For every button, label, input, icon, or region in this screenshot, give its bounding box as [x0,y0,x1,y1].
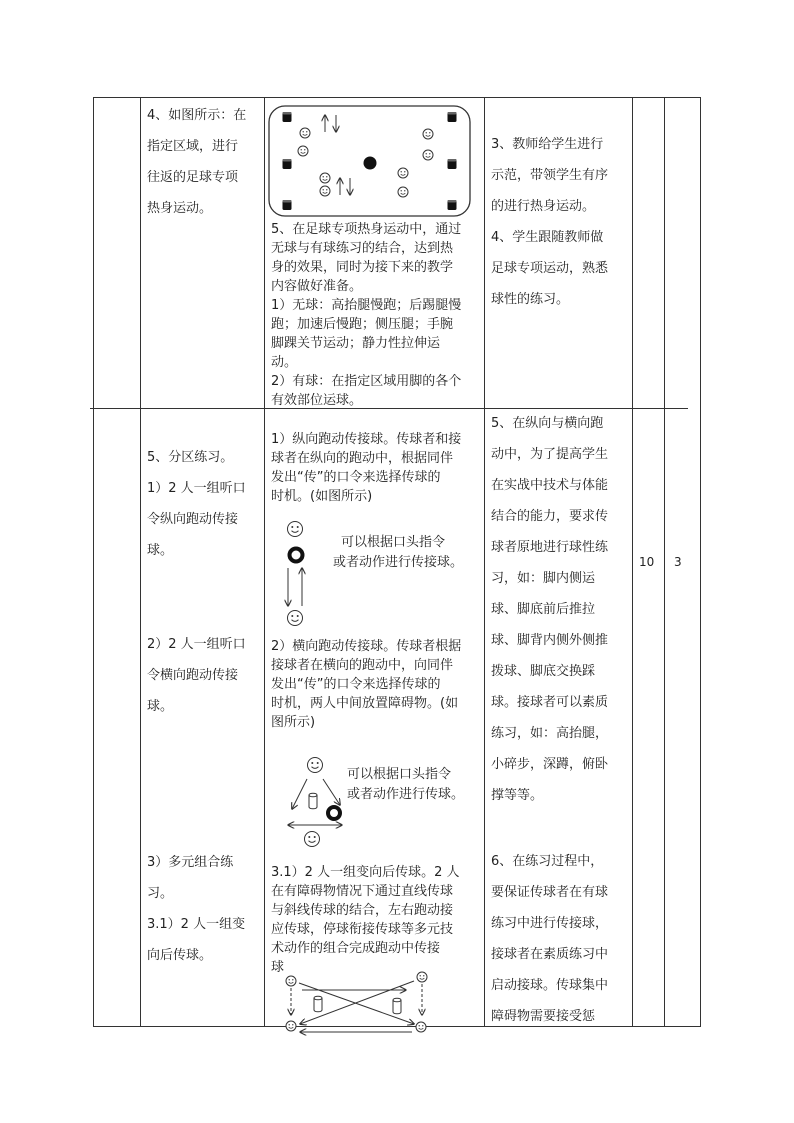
text-line: 2）有球：在指定区域用脚的各个 [271,374,462,389]
text-line: 要保证传球者在有球 [491,885,609,900]
text-line: 动中，为了提高学生 [491,447,609,462]
text-line: 2）2 人一组听口 [147,637,246,652]
zone-practice-heading [147,442,259,566]
text-line: 5、分区练习。 [147,450,234,465]
cone-marker [283,159,292,169]
text-line: 撑等等。 [491,788,544,803]
text-line: 习，如：脚内侧运 [491,571,596,586]
text-line: 示范，带领学生有序 [491,168,609,183]
text-line: 3.1）2 人一组变向后传球。2 人 [271,865,460,880]
vertical-passing-note [333,533,463,573]
cone-marker [283,200,292,210]
direction-change-description [271,863,481,977]
cone-marker [283,112,292,122]
warmup-activity-cell [147,100,259,224]
text-line: 6、在练习过程中， [491,854,604,869]
warmup-field-diagram [269,106,470,216]
ball-icon [328,807,340,819]
text-line: 3、教师给学生进行 [491,137,604,152]
text-line: 指定区域，进行 [147,139,239,154]
horizontal-passing-description [271,637,481,732]
text-line: 发出“传”的口令来选择传球的 [271,470,441,485]
player-icon [286,976,296,986]
text-line: 时机。(如图所示) [271,489,373,504]
combination-practice-heading [147,847,259,971]
cone-marker [448,112,457,122]
player-icon [320,186,330,196]
text-line: 接球者在素质练习中 [491,947,609,962]
practice-safety-cell [491,846,631,1032]
vertical-passing-description [271,430,481,506]
text-line: 动。 [271,355,298,370]
text-line: 身的效果，同时为接下来的教学 [271,260,454,275]
text-line: 球、脚背内侧外侧推 [491,633,609,648]
text-line: 球 [271,960,285,975]
text-line: 与斜线传球的结合，左右跑动接 [271,903,454,918]
text-line: 4、如图所示：在 [147,108,247,123]
text-line: 向后传球。 [147,948,213,963]
obstacle-icon [309,793,317,809]
text-line: 足球专项运动，熟悉 [491,261,609,276]
duration-value: 10 [639,555,655,569]
horizontal-practice-heading [147,629,259,722]
text-line: 4、学生跟随教师做 [491,230,604,245]
text-line: 内容做好准备。 [271,279,363,294]
text-line: 在有障碍物情况下通过直线传球 [271,884,454,899]
text-line: 球。 [147,543,174,558]
text-line: 术动作的组合完成跑动中传接 [271,941,441,956]
player-icon [398,187,408,197]
player-icon [423,129,433,139]
text-line: 5、在纵向与横向跑 [491,416,604,431]
text-line: 拨球、脚底交换踩 [491,664,596,679]
text-line: 热身运动。 [147,201,213,216]
text-line: 图所示) [271,715,316,730]
player-icon [288,611,303,626]
text-line: 有效部位运球。 [271,393,363,408]
warmup-description-cell [271,220,481,410]
text-line: 球。 [147,699,174,714]
text-line: 可以根据口头指令 [341,535,446,550]
player-icon [288,522,303,537]
text-line: 启动接球。传球集中 [491,978,609,993]
teacher-student-cell [491,129,631,315]
direction-change-diagram [286,972,427,1032]
player-icon [416,1022,426,1032]
obstacle-icon [314,996,322,1012]
obstacle-icon [393,998,401,1014]
text-line: 2）横向跑动传接球。传球者根据 [271,639,462,654]
text-line: 球性的练习。 [491,292,570,307]
player-icon [423,150,433,160]
practice-requirements-cell [491,408,631,811]
text-line: 习。 [147,886,174,901]
text-line: 球者在纵向的跑动中，根据同伴 [271,451,454,466]
text-line: 在实战中技术与体能 [491,478,609,493]
vertical-passing-diagram [288,522,303,626]
text-line: 1）2 人一组听口 [147,481,246,496]
ball-icon [290,549,303,562]
text-line: 5、在足球专项热身运动中，通过 [271,222,462,237]
repetition-count: 3 [674,555,682,569]
text-line: 球、脚底前后推拉 [491,602,596,617]
player-icon [398,168,408,178]
text-line: 跑；加速后慢跑；侧压腿；手腕 [271,317,454,332]
text-line: 时机，两人中间放置障碍物。(如 [271,696,459,711]
text-line: 1）纵向跑动传接球。传球者和接 [271,432,462,447]
text-line: 可以根据口头指令 [347,767,452,782]
ball-icon [364,157,377,170]
text-line: 脚踝关节运动；静力性拉伸运 [271,336,441,351]
text-line: 小碎步，深蹲，俯卧 [491,757,609,772]
text-line: 令横向跑动传接 [147,668,239,683]
cone-marker [448,159,457,169]
text-line: 练习中进行传接球， [491,916,609,931]
player-icon [298,146,308,156]
text-line: 或者动作进行传球。 [347,787,465,802]
player-icon [305,832,320,847]
player-icon [300,128,310,138]
horizontal-passing-diagram [288,758,342,847]
text-line: 球者原地进行球性练 [491,540,609,555]
text-line: 应传球，停球衔接传球等多元技 [271,922,454,937]
text-line: 3.1）2 人一组变 [147,917,246,932]
text-line: 1）无球：高抬腿慢跑；后踢腿慢 [271,298,462,313]
text-line: 往返的足球专项 [147,170,239,185]
text-line: 发出“传”的口令来选择传球的 [271,677,441,692]
text-line: 的进行热身运动。 [491,199,596,214]
text-line: 或者动作进行传接球。 [333,555,464,570]
player-icon [308,758,323,773]
text-line: 接球者在横向的跑动中，向同伴 [271,658,454,673]
text-line: 3）多元组合练 [147,855,234,870]
text-line: 练习，如：高抬腿， [491,726,609,741]
text-line: 球。接球者可以素质 [491,695,609,710]
player-icon [286,1021,296,1031]
text-line: 令纵向跑动传接 [147,512,239,527]
text-line: 无球与有球练习的结合，达到热 [271,241,454,256]
horizontal-passing-note [347,765,464,805]
text-line: 障碍物需要接受惩 [491,1009,596,1024]
player-icon [320,173,330,183]
cone-marker [448,200,457,210]
text-line: 结合的能力，要求传 [491,509,609,524]
